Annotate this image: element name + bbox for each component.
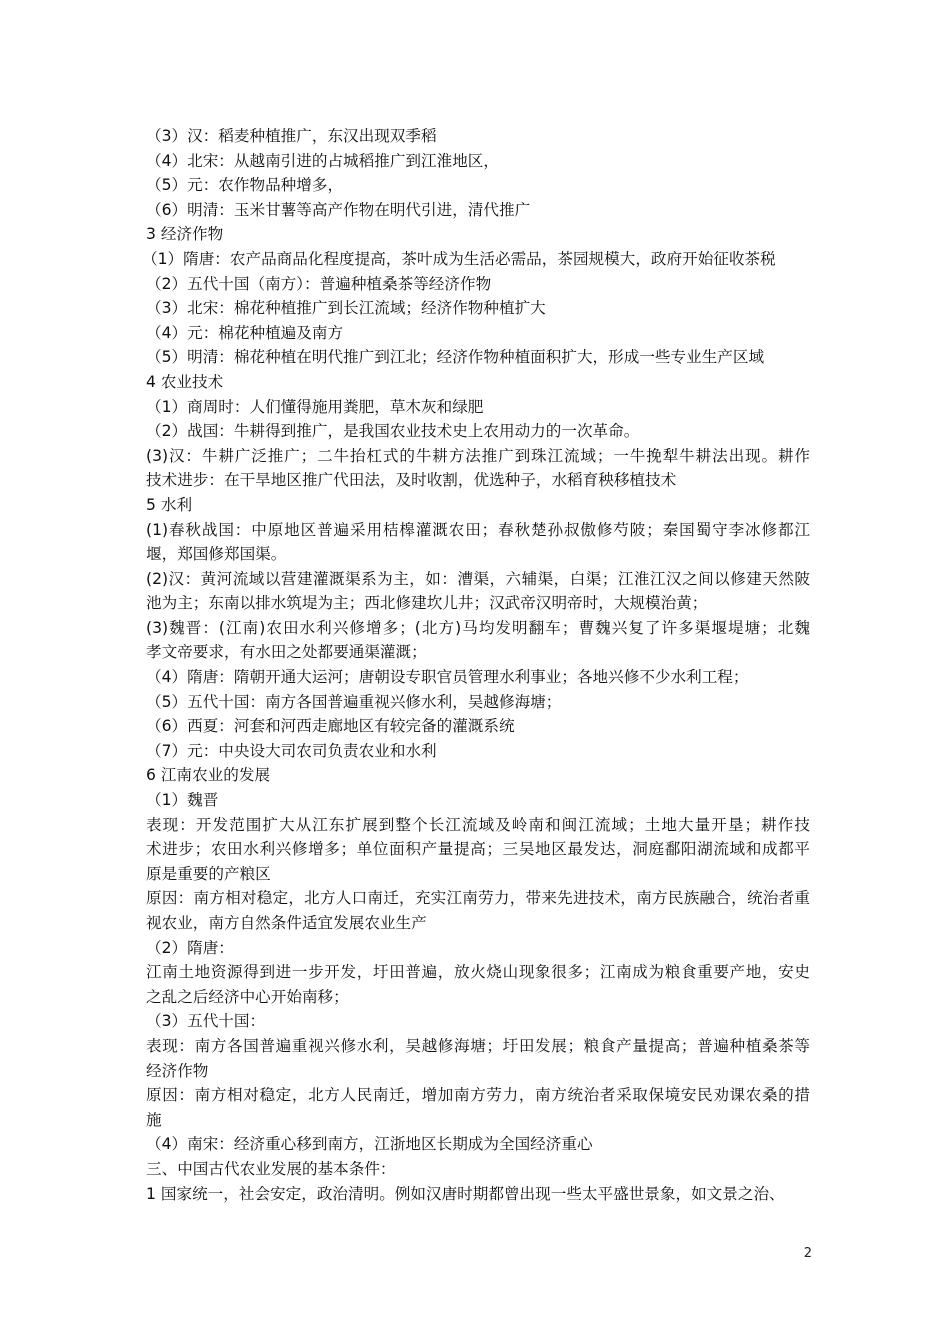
text-line: 江南土地资源得到进一步开发，圩田普遍，放火烧山现象很多；江南成为粮食重要产地，安史 (146, 963, 810, 982)
document-body (142, 124, 810, 1206)
text-line: 表现：南方各国普遍重视兴修水利，吴越修海塘；圩田发展；粮食产量提高；普遍种植桑茶等 (146, 1036, 810, 1055)
text-line: 原因：南方相对稳定，北方人民南迁，增加南方劳力，南方统治者采取保境安民劝课农桑的措 (146, 1086, 810, 1105)
text-line: 术进步；农田水利兴修增多；单位面积产量提高；三吴地区最发达，洞庭鄱阳湖流域和成都平 (146, 840, 810, 859)
text-line: （4）隋唐：隋朝开通大运河；唐朝设专职官员管理水利事业；各地兴修不少水利工程； (146, 668, 749, 687)
text-line: （1）商周时：人们懂得施用粪肥，草木灰和绿肥 (146, 397, 484, 416)
text-line: 表现：开发范围扩大从江东扩展到整个长江流域及岭南和闽江流域；土地大量开垦；耕作技 (146, 815, 810, 834)
text-line: （6）明清：玉米甘薯等高产作物在明代引进，清代推广 (146, 200, 531, 219)
text-line: （3）汉：稻麦种植推广，东汉出现双季稻 (146, 127, 437, 145)
text-line: 施 (146, 1110, 162, 1129)
text-line: （1）隋唐：农产品商品化程度提高，茶叶成为生活必需品，茶园规模大，政府开始征收茶税 (142, 249, 776, 268)
text-line: (2)汉：黄河流域以营建灌溉渠系为主，如：漕渠，六辅渠，白渠；江淮江汉之间以修建天然陂 (146, 569, 810, 588)
text-line: 技术进步：在干旱地区推广代田法，及时收割，优选种子，水稻育秧移植技术 (146, 471, 677, 490)
text-line: (3)魏晋：(江南)农田水利兴修增多；(北方)马均发明翻车；曹魏兴复了许多渠堰堤塘；北魏 (146, 618, 810, 637)
text-line: 孝文帝要求，有水田之处都要通渠灌溉； (146, 643, 427, 662)
section-heading: 4 农业技术 (146, 372, 224, 391)
section-heading: 5 水利 (146, 495, 193, 514)
text-line: （6）西夏：河套和河西走廊地区有较完备的灌溉系统 (146, 717, 515, 736)
section-heading: 三、中国古代农业发展的基本条件： (146, 1159, 396, 1178)
text-line: （5）元：农作物品种增多， (146, 176, 344, 195)
text-line: (1)春秋战国：中原地区普遍采用桔槔灌溉农田；春秋楚孙叔傲修芍陂；秦国蜀守李冰修都江 (146, 520, 810, 539)
text-line: 视农业，南方自然条件适宜发展农业生产 (146, 914, 427, 932)
text-line: 堰，郑国修郑国渠。 (146, 545, 287, 564)
section-heading: 6 江南农业的发展 (146, 766, 271, 785)
text-line: （5）五代十国：南方各国普遍重视兴修水利，吴越修海塘； (146, 692, 562, 711)
text-line: （4）南宋：经济重心移到南方，江浙地区长期成为全国经济重心 (146, 1135, 593, 1154)
text-line: 原因：南方相对稳定，北方人口南迁，充实江南劳力，带来先进技术，南方民族融合，统治者重 (146, 889, 810, 908)
text-line: 池为主；东南以排水筑堤为主；西北修建坎儿井；汉武帝汉明帝时，大规模治黄； (146, 594, 708, 613)
page-number: 2 (803, 1246, 812, 1261)
text-line: （1）魏晋 (146, 791, 219, 810)
section-heading: 3 经济作物 (146, 225, 224, 244)
text-line: 经济作物 (146, 1061, 209, 1080)
text-line: （5）明清：棉花种植在明代推广到江北；经济作物种植面积扩大，形成一些专业生产区域 (146, 348, 765, 367)
text-line: 1 国家统一，社会安定，政治清明。例如汉唐时期都曾出现一些太平盛世景象，如文景之治、 (146, 1184, 785, 1203)
text-line: （3）北宋：棉花种植推广到长江流域；经济作物种植扩大 (146, 299, 546, 318)
text-line: （2）战国：牛耕得到推广，是我国农业技术史上农用动力的一次革命。 (146, 422, 640, 441)
text-line: 原是重要的产粮区 (146, 864, 271, 883)
text-line: （7）元：中央设大司农司负责农业和水利 (146, 741, 437, 760)
text-line: （4）元：棉花种植遍及南方 (146, 323, 344, 342)
text-line: (3)汉：牛耕广泛推广；二牛抬杠式的牛耕方法推广到珠江流域；一牛挽犁牛耕法出现。耕作 (146, 446, 810, 465)
text-line: （4）北宋：从越南引进的占城稻推广到江淮地区， (146, 151, 499, 170)
text-line: （3）五代十国： (146, 1012, 266, 1031)
text-line: （2）隋唐： (146, 938, 234, 957)
text-line: （2）五代十国（南方）：普遍种植桑茶等经济作物 (146, 274, 492, 293)
text-line: 之乱之后经济中心开始南移； (146, 987, 349, 1006)
